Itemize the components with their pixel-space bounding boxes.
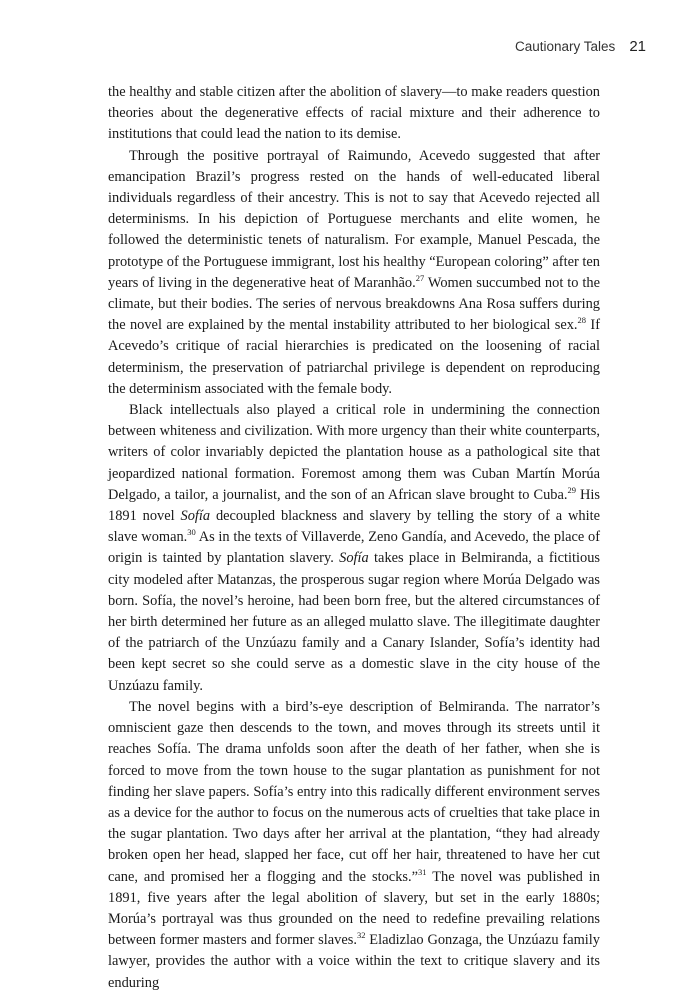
text-run: Black intellectuals also played a critical role in undermining the connection between whiteness and civilization. With more urgency than their white counterparts, writers of color invariably depicted the plantation house as a pathological site that jeopardized national formation. Foremost among them was Cuban Martín Morúa Delgado, a tailor, a journalist, and the son of an African slave brought to Cuba. xyxy=(108,402,600,503)
text-run: If Acevedo’s critique of racial hierarchies is predicated on the loosening of racial determinism, the preservation of patriarchal privilege is dependent on reproducing the determinism associated with the female body. xyxy=(108,317,600,397)
paragraph xyxy=(108,146,600,400)
text-run: Women succumbed not to the climate, but their bodies. The series of nervous breakdowns Ana Rosa suffers during the novel are explained by the mental instability attributed to her biological sex. xyxy=(108,274,600,334)
footnote-ref: 27 xyxy=(415,273,425,284)
italic-title: Sofía xyxy=(339,550,369,567)
footnote-ref: 28 xyxy=(577,315,587,326)
text-run: The novel begins with a bird’s-eye description of Belmiranda. The narrator’s omniscient gaze then descends to the town, and moves through its streets until it reaches Sofía. The drama unfolds soon after the death of her father, when she is forced to move from the town house to the sugar plantation as punishment for not finding her slave papers. Sofía’s entry into this radically different environment serves as a device for the author to focus on the numerous acts of cruelties that take place in the sugar plantation. Two days after her arrival at the plantation, “they had already broken open her head, slapped her face, cut off her hair, threatened to have her cut cane, and promised her a flogging and the stocks.” xyxy=(108,698,600,885)
footnote-ref: 31 xyxy=(417,866,427,877)
page-number: 21 xyxy=(629,38,646,55)
running-header xyxy=(515,38,646,55)
body-text xyxy=(108,82,600,994)
text-run: Through the positive portrayal of Raimundo, Acevedo suggested that after emancipation Brazil’s progress rested on the hands of well-educated liberal individuals regardless of their ancestry. This is not to say that Acevedo rejected all determinisms. In his depiction of Portuguese merchants and elite women, he followed the deterministic tenets of naturalism. For example, Manuel Pescada, the prototype of the Portuguese immigrant, lost his healthy “European coloring” after ten years of living in the degenerative heat of Maranhão. xyxy=(108,147,600,291)
text-run: As in the texts of Villaverde, Zeno Gandía, and Acevedo, the place of origin is tainted by plantation slavery. xyxy=(108,529,600,567)
italic-title: Sofía xyxy=(180,508,211,525)
text-run: Eladizlao Gonzaga, the Unzúazu family lawyer, provides the author with a voice within the text to critique slavery and its enduring xyxy=(108,932,600,991)
text-run: His 1891 novel xyxy=(108,486,600,525)
footnote-ref: 29 xyxy=(567,485,576,496)
footnote-ref: 32 xyxy=(356,930,366,941)
text-run: The novel was published in 1891, five years after the legal abolition of slavery, but set in the early 1880s; Morúa’s portrayal was thus grounded on the need to redefine prevailing relations between former masters and former slaves. xyxy=(108,868,601,949)
running-title: Cautionary Tales xyxy=(515,39,616,54)
paragraph xyxy=(108,82,600,146)
text-run: decoupled blackness and slavery by telling the story of a white slave woman. xyxy=(108,508,600,546)
text-run: takes place in Belmiranda, a fictitious city modeled after Matanzas, the prosperous sugar region where Morúa Delgado was born. Sofía, the novel’s heroine, had been born free, but the altered circumstances of her birth determined her future as an alleged mulatto slave. The illegitimate daughter of the patriarch of the Unzúazu family and a Canary Islander, Sofía’s identity had been kept secret so she could serve as a domestic slave in the city house of the Unzúazu family. xyxy=(108,550,600,694)
text-run: the healthy and stable citizen after the abolition of slavery—to make readers question theories about the degenerative effects of racial mixture and their adherence to institutions that could lead the nation to its demise. xyxy=(108,84,600,143)
paragraph xyxy=(108,400,600,697)
footnote-ref: 30 xyxy=(187,527,196,538)
paragraph xyxy=(108,697,600,994)
